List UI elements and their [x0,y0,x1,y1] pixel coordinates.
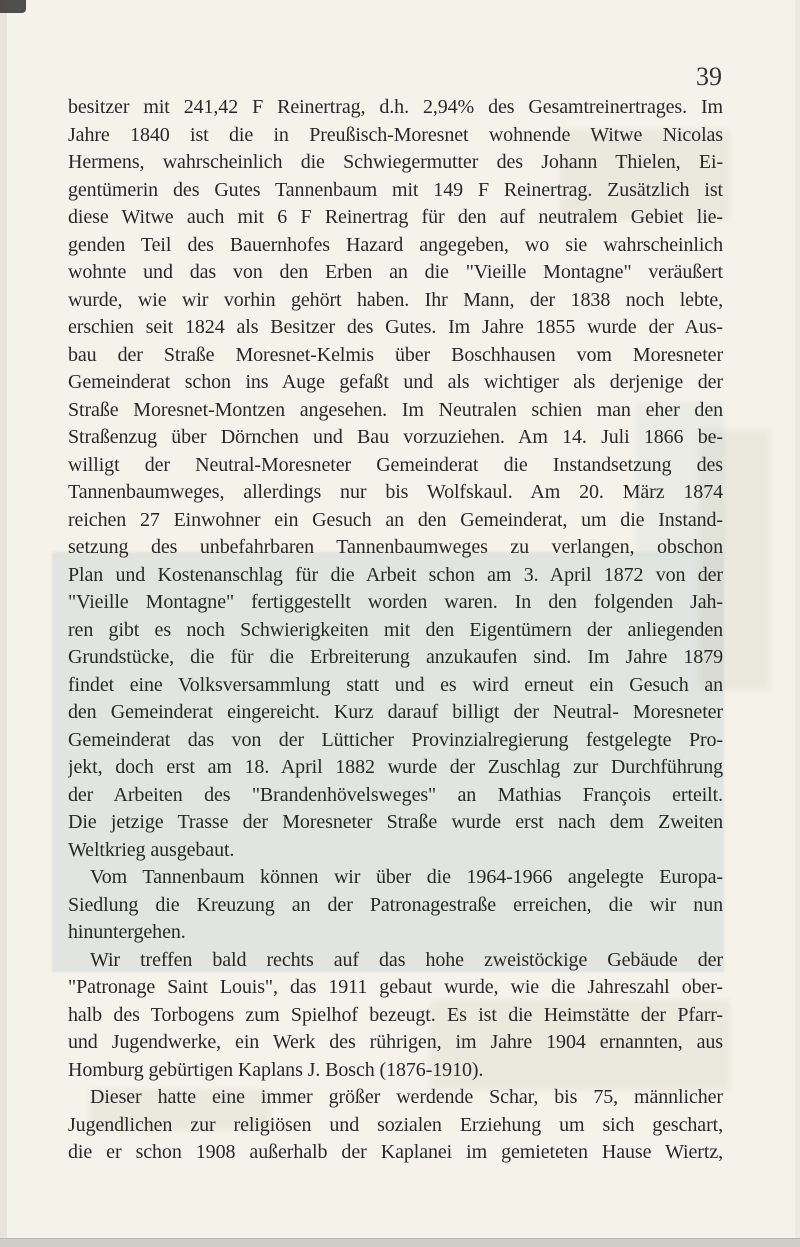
text-line: halb des Torbogens zum Spielhof bezeugt. Es ist die Heimstätte der Pfarr- [68,1003,723,1026]
text-line: erschien seit 1824 als Besitzer des Gutes. Im Jahre 1855 wurde der Aus- [68,316,723,338]
scan-edge-bottom [0,1238,800,1247]
text-line: setzung des unbefahrbaren Tannenbaumweges zu verlangen, obschon [68,536,723,558]
page-number: 39 [696,62,722,91]
text-line: Homburg gebürtigen Kaplans J. Bosch (1876-1910). [68,1058,484,1081]
text-line: Die jetzige Trasse der Moresneter Straße wurde erst nach dem Zweiten [68,811,723,833]
text-line: der Arbeiten des "Brandenhövelsweges" an Mathias François erteilt. [68,783,723,806]
text-line: jekt, doch erst am 18. April 1882 wurde der Zuschlag zur Durchführung [68,756,723,778]
text-line: "Vieille Montagne" fertiggestellt worden waren. In den folgenden Jah- [68,591,723,613]
text-line: Tannenbaumweges, allerdings nur bis Wolfskaul. Am 20. März 1874 [68,481,723,503]
text-line: "Patronage Saint Louis", das 1911 gebaut wurde, wie die Jahreszahl ober- [68,976,723,998]
text-line: reichen 27 Einwohner ein Gesuch an den Gemeinderat, um die Instand- [68,508,723,531]
text-line: wurde, wie wir vorhin gehört haben. Ihr Mann, der 1838 noch lebte, [68,288,723,311]
text-line: Straßenzug über Dörnchen und Bau vorzuziehen. Am 14. Juli 1866 be- [68,426,723,448]
text-line: Vom Tannenbaum können wir über die 1964-1966 angelegte Europa- [90,866,723,888]
text-line: besitzer mit 241,42 F Reinertrag, d.h. 2,94% des Gesamtreinertrages. Im [68,96,723,118]
text-line: Gemeinderat das von der Lütticher Provinzialregierung festgelegte Pro- [68,728,723,751]
text-block [68,94,723,1167]
text-line: gentümerin des Gutes Tannenbaum mit 149 F Reinertrag. Zusätzlich ist [68,178,723,201]
text-line: Jugendlichen zur religiösen und sozialen Erziehung um sich geschart, [68,1113,723,1136]
text-line: Hermens, wahrscheinlich die Schwiegermutter des Johann Thielen, Ei- [68,151,723,173]
text-line: bau der Straße Moresnet-Kelmis über Boschhausen vom Moresneter [68,343,723,366]
text-line: willigt der Neutral-Moresneter Gemeinderat die Instandsetzung des [68,453,723,476]
text-line: Grundstücke, die für die Erbreiterung anzukaufen sind. Im Jahre 1879 [68,646,723,668]
text-line: Jahre 1840 ist die in Preußisch-Moresnet wohnende Witwe Nicolas [68,123,723,146]
text-line: genden Teil des Bauernhofes Hazard angegeben, wo sie wahrscheinlich [68,233,723,256]
text-line: Straße Moresnet-Montzen angesehen. Im Neutralen schien man eher den [68,398,723,421]
text-line: und Jugendwerke, ein Werk des rührigen, im Jahre 1904 ernannten, aus [68,1031,723,1053]
text-line: Weltkrieg ausgebaut. [68,838,235,861]
text-line: Plan und Kostenanschlag für die Arbeit schon am 3. April 1872 von der [68,563,723,586]
text-line: Gemeinderat schon ins Auge gefaßt und als wichtiger als derjenige der [68,371,723,393]
text-line: diese Witwe auch mit 6 F Reinertrag für den auf neutralem Gebiet lie- [68,206,723,228]
text-line: findet eine Volksversammlung statt und es wird erneut ein Gesuch an [68,673,723,696]
text-line: wohnte und das von den Erben an die "Vieille Montagne" veräußert [68,261,723,283]
text-line: Siedlung die Kreuzung an der Patronagestraße erreichen, die wir nun [68,893,723,916]
scan-edge-left [0,0,7,1247]
text-line: hinuntergehen. [68,921,186,943]
text-line: ren gibt es noch Schwierigkeiten mit den Eigentümern der anliegenden [68,618,723,641]
text-line: den Gemeinderat eingereicht. Kurz darauf billigt der Neutral- Moresneter [68,701,723,723]
scan-edge-right [795,0,800,1247]
text-line: Dieser hatte eine immer größer werdende Schar, bis 75, männlicher [90,1086,723,1108]
text-line: Wir treffen bald rechts auf das hohe zweistöckige Gebäude der [90,948,723,971]
text-line: die er schon 1908 außerhalb der Kaplanei im gemieteten Hause Wiertz, [68,1141,723,1163]
